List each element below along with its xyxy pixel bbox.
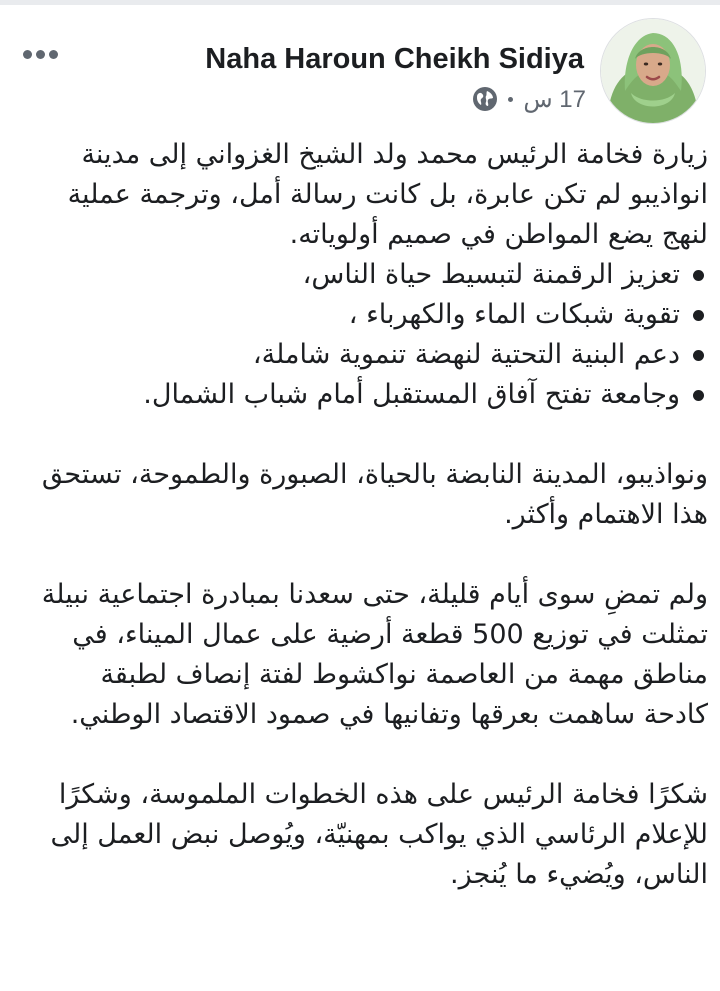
post-header [0, 5, 720, 125]
list-item [40, 295, 708, 335]
bullet-icon [693, 350, 704, 361]
post-body [40, 135, 708, 895]
list-item-text: تعزيز الرقمنة لتبسيط حياة الناس، [302, 259, 680, 290]
bullet-icon [693, 270, 704, 281]
post-meta [472, 82, 586, 116]
globe-icon [472, 86, 498, 112]
more-horizontal-icon [23, 50, 32, 59]
avatar-image [601, 19, 705, 123]
post-paragraph: شكرًا فخامة الرئيس على هذه الخطوات الملموسة، وشكرًا للإعلام الرئاسي الذي يواكب بمهنيّة، ويُوصل نبض العمل إلى الناس، ويُضيء ما يُنجز. [50, 779, 708, 890]
list-item-text: دعم البنية التحتية لنهضة تنموية شاملة، [252, 339, 680, 370]
more-dot [49, 50, 58, 59]
meta-separator [508, 97, 513, 102]
bullet-icon [693, 390, 704, 401]
list-item-text: وجامعة تفتح آفاق المستقبل أمام شباب الشمال. [143, 379, 680, 410]
list-item [40, 255, 708, 295]
post-intro: زيارة فخامة الرئيس محمد ولد الشيخ الغزواني إلى مدينة انواذيبو لم تكن عابرة، بل كانت رسالة أمل، وترجمة عملية لنهج يضع المواطن في صميم أولوياته. [67, 139, 708, 250]
list-item [40, 375, 708, 415]
list-item-text: تقوية شبكات الماء والكهرباء ، [348, 299, 680, 330]
post-paragraph: ولم تمضِ سوى أيام قليلة، حتى سعدنا بمبادرة اجتماعية نبيلة تمثلت في توزيع 500 قطعة أرضية على عمال الميناء، في مناطق مهمة من العاصمة نواكشوط لفتة إنصاف لطبقة كادحة ساهمت بعرقها وتفانيها في صمود الاقتصاد الوطني. [41, 579, 708, 730]
post-options-button[interactable] [14, 43, 66, 65]
list-item [40, 335, 708, 375]
author-avatar[interactable] [600, 18, 706, 124]
author-name[interactable]: Naha Haroun Cheikh Sidiya [205, 43, 584, 75]
bullet-icon [693, 310, 704, 321]
post-paragraph: ونواذيبو، المدينة النابضة بالحياة، الصبورة والطموحة، تستحق هذا الاهتمام وأكثر. [41, 459, 708, 530]
post-timestamp[interactable]: 17 س [523, 85, 586, 113]
bullet-list [40, 255, 708, 415]
more-dot [36, 50, 45, 59]
